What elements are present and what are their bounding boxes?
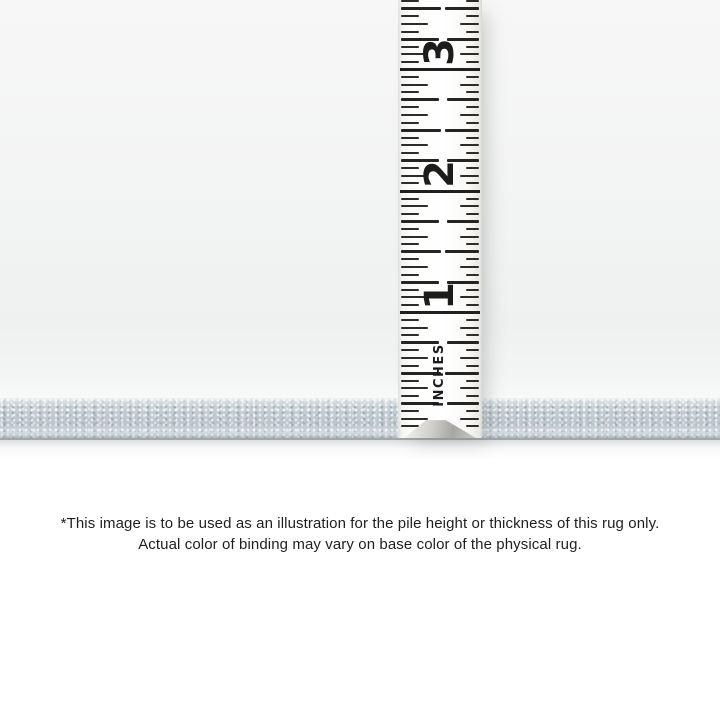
ruler-tick <box>401 243 419 245</box>
measuring-tape <box>398 0 482 438</box>
ruler-tick <box>460 387 479 389</box>
ruler-tick <box>401 137 419 139</box>
ruler-tick <box>466 243 479 245</box>
ruler-tick <box>466 61 479 63</box>
ruler-tick <box>466 46 479 48</box>
ruler-tick <box>401 395 419 397</box>
ruler-tick <box>466 15 479 17</box>
ruler-tick <box>460 327 479 329</box>
ruler-tick <box>401 213 419 215</box>
ruler-tick <box>466 365 479 367</box>
ruler-tick <box>401 349 419 351</box>
ruler-tick <box>466 274 479 276</box>
ruler-tick <box>401 152 419 154</box>
ruler-tick <box>401 258 419 260</box>
ruler-tick <box>401 365 419 367</box>
ruler-tick <box>460 144 479 146</box>
ruler-tick <box>466 258 479 260</box>
ruler-tick <box>466 31 479 33</box>
ruler-tick <box>447 220 479 223</box>
ruler-tick <box>466 137 479 139</box>
ruler-tick <box>401 0 419 2</box>
ruler-tick <box>466 152 479 154</box>
ruler-tick <box>401 220 439 223</box>
ruler-tick <box>447 98 479 101</box>
ruler-tick <box>401 274 419 276</box>
rug-pile-strip <box>0 398 720 440</box>
ruler-tick <box>466 349 479 351</box>
ruler-tick <box>401 236 428 238</box>
disclaimer-text <box>0 513 720 555</box>
ruler-tick <box>460 23 479 25</box>
ruler-tick <box>401 31 419 33</box>
ruler-tick <box>447 341 479 344</box>
ruler-tick <box>466 289 479 291</box>
ruler-tick <box>401 357 428 359</box>
ruler-tick <box>466 122 479 124</box>
ruler-unit-label: INCHES <box>432 343 447 407</box>
ruler-tick <box>401 76 419 78</box>
ruler-tick <box>401 198 419 200</box>
ruler-tick <box>401 425 419 427</box>
ruler-tick <box>447 402 479 405</box>
ruler-tick <box>466 395 479 397</box>
ruler-tick <box>401 106 419 108</box>
ruler-tick <box>460 236 479 238</box>
ruler-tick <box>466 0 479 2</box>
ruler-tick <box>445 372 479 375</box>
ruler-tick <box>466 76 479 78</box>
ruler-tick <box>401 334 419 336</box>
ruler-tick <box>466 304 479 306</box>
ruler-tick <box>401 387 428 389</box>
rug-floor-shadow <box>0 440 720 460</box>
ruler-tick <box>466 228 479 230</box>
ruler-tick <box>466 167 479 169</box>
ruler-tick <box>460 205 479 207</box>
ruler-tick <box>401 91 419 93</box>
ruler-tick <box>401 410 419 412</box>
ruler-tick <box>401 98 439 101</box>
ruler-tick <box>401 228 419 230</box>
ruler-tick <box>460 114 479 116</box>
ruler-tick <box>466 182 479 184</box>
ruler-tick <box>466 319 479 321</box>
ruler-tick <box>401 15 419 17</box>
ruler-tick <box>460 84 479 86</box>
ruler-tick <box>466 380 479 382</box>
ruler-tick <box>466 425 479 427</box>
ruler-tick <box>401 380 419 382</box>
ruler-tick <box>401 319 419 321</box>
tape-end-hook-icon <box>404 419 476 438</box>
ruler-tick <box>460 357 479 359</box>
ruler-tick <box>466 334 479 336</box>
ruler-tick <box>466 410 479 412</box>
ruler-tick <box>401 418 428 420</box>
ruler-tick <box>466 91 479 93</box>
ruler-tick <box>401 114 428 116</box>
ruler-tick <box>466 198 479 200</box>
ruler-tick <box>466 213 479 215</box>
ruler-number-3: 3 <box>417 38 463 66</box>
ruler-number-1: 1 <box>417 282 463 310</box>
ruler-number-2: 2 <box>417 160 463 188</box>
ruler-tick <box>460 418 479 420</box>
disclaimer-line-2: Actual color of binding may vary on base color of the physical rug. <box>138 536 582 553</box>
ruler-tick <box>401 122 419 124</box>
ruler-tick <box>401 250 441 253</box>
ruler-tick <box>460 266 479 268</box>
floor <box>0 440 720 720</box>
disclaimer-line-1: *This image is to be used as an illustration for the pile height or thickness of this rug only. <box>60 515 660 532</box>
ruler-tick <box>466 106 479 108</box>
ruler-tick <box>445 250 479 253</box>
